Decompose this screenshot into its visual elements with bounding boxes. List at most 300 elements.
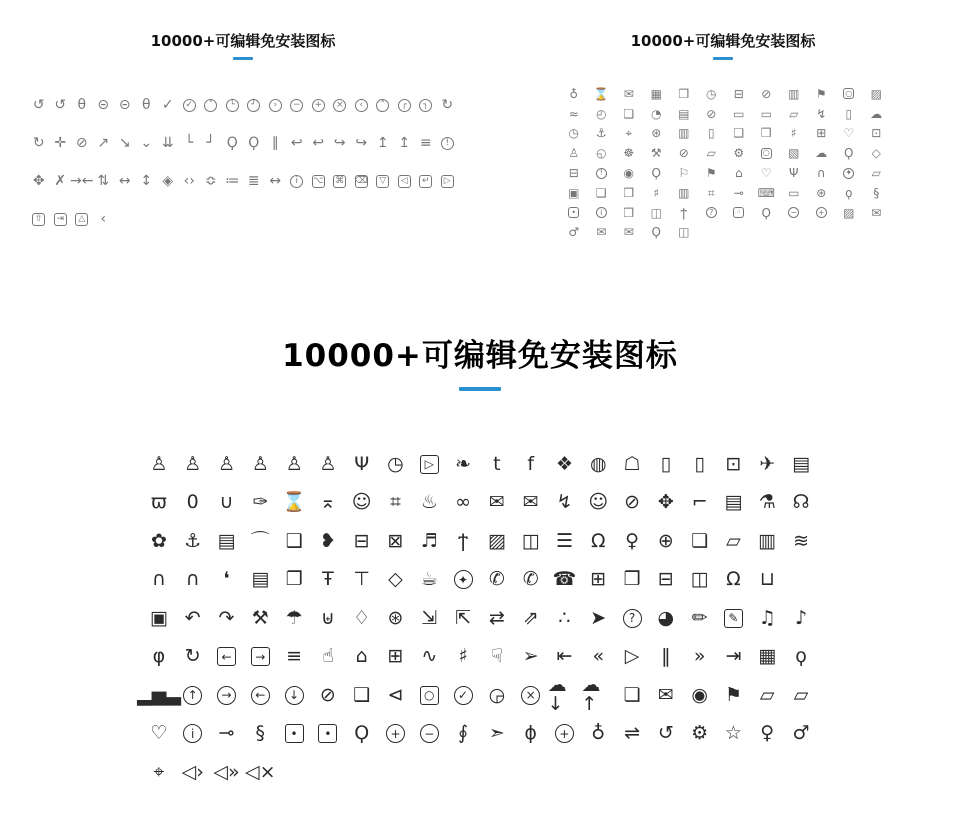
thumbs-up-icon: ☝: [322, 645, 334, 668]
list-icon: ≡: [286, 645, 303, 668]
mouse-icon: 0: [186, 491, 199, 514]
heart-piece-icon: ❥: [319, 529, 336, 552]
shuffle-cross-icon: ✗: [54, 173, 67, 189]
arrow-right-circle-icon: →: [210, 676, 244, 715]
collapse-horizontal-icon: →←: [70, 173, 94, 189]
user-x-icon: ♙: [319, 452, 337, 475]
minus-circle-icon: −: [286, 86, 308, 124]
user-check-icon: ♙: [285, 452, 303, 475]
monitor-icon: ⊡: [871, 126, 882, 141]
trophy-icon: Ψ: [354, 452, 370, 475]
collapse-vertical-icon: ⇅: [97, 173, 110, 189]
target-icon: ⌖: [625, 126, 633, 141]
chat-icon: ❑: [353, 683, 371, 706]
x-circle-icon: ×: [514, 676, 548, 715]
mail-up-icon: ✉: [488, 491, 505, 514]
exclamation-circle-icon: !: [437, 124, 459, 162]
headset-icon: ∩: [816, 166, 826, 181]
icon-row: [560, 84, 888, 104]
headset-icon: ∩: [151, 568, 166, 591]
calendar-icon: ▦: [650, 86, 662, 101]
book-open-icon: ◫: [690, 568, 709, 591]
sliders-2-icon: ♯: [653, 185, 660, 200]
user-plus-icon: ♙: [251, 452, 269, 475]
umbrella-icon: ☂: [285, 606, 303, 629]
film-icon: ▥: [758, 529, 777, 552]
disc-icon: ◉: [691, 683, 708, 706]
signpost-icon: ⊤: [353, 568, 370, 591]
globe-icon: ⊕: [657, 529, 674, 552]
icon-row: [560, 223, 888, 243]
navigation-icon: ➢: [522, 645, 539, 668]
triangle-down-box-icon: ▽: [372, 162, 394, 200]
expand-arrows-icon: ✥: [32, 173, 45, 189]
rss-icon: ≋: [793, 529, 809, 552]
redo-icon: ↷: [218, 606, 235, 629]
cards-2-icon: ❏: [623, 106, 635, 121]
gear-icon: ⚙: [733, 146, 745, 161]
corner-top-left-circle-icon: ┌: [394, 86, 416, 124]
chat-lines-2-icon: ❒: [623, 185, 635, 200]
alarm-clock-icon: ⊛: [651, 126, 662, 141]
move-crosshair-icon: ✛: [54, 135, 67, 151]
gauge-icon: ◷: [387, 452, 404, 475]
printer-icon: ⊟: [353, 529, 370, 552]
fire-icon: ♨: [420, 491, 438, 514]
arrow-left-circle-end-2-icon: ↩: [312, 135, 325, 151]
cards-icon: ❐: [678, 86, 690, 101]
gauge-icon: ◴: [596, 106, 607, 121]
folder-icon: ▱: [759, 683, 775, 706]
refresh-icon: ⇌: [624, 722, 641, 745]
monitor-icon: ⊡: [725, 452, 742, 475]
option-key-box-icon: ⌥: [313, 175, 324, 186]
check-icon: ✓: [161, 97, 174, 113]
toggle-right-icon: ⊝: [118, 97, 131, 113]
book-columns-icon: ◫: [650, 205, 662, 220]
equalizer-icon: ♯: [458, 645, 468, 668]
plus-circle-icon: +: [548, 715, 582, 754]
icon-row: [136, 674, 818, 716]
mail-open-2-icon: ✉: [596, 225, 607, 240]
calculator-icon: ⊞: [816, 126, 827, 141]
image-icon: ▨: [870, 86, 882, 101]
info-circle-icon: i: [588, 203, 616, 223]
map-pin-icon: ♁: [569, 86, 579, 101]
zoom-in-icon: +: [808, 203, 836, 223]
camera-icon: ○: [412, 676, 446, 715]
check-circle-icon: ✓: [179, 86, 201, 124]
icon-row: [142, 638, 818, 677]
home-icon: ⌂: [355, 645, 368, 668]
wrench-icon: ⚒: [251, 606, 269, 629]
bell-icon: ☊: [792, 491, 810, 514]
home-icon: ⌂: [734, 166, 743, 181]
camera-2-icon: ○: [753, 143, 781, 163]
gem-icon: ◇: [388, 568, 403, 591]
cart-icon: ⊔: [759, 568, 775, 591]
tag-icon: ♢: [353, 606, 371, 629]
door-icon: ▯: [845, 106, 853, 121]
target-icon: ⌖: [153, 760, 165, 783]
mini-title-underline: [713, 57, 733, 60]
thumbs-down-icon: ☟: [491, 645, 503, 668]
mug-icon: ☕: [420, 568, 438, 591]
rocket-icon: ➤: [590, 606, 607, 629]
anchor-icon: ⚓: [595, 126, 607, 141]
fast-forward-icon: »: [693, 645, 706, 668]
user-icon: ♙: [150, 452, 168, 475]
arrow-down-circle-icon: ↓: [277, 676, 311, 715]
chevron-right-circle-icon: ›: [265, 86, 287, 124]
game-controller-icon: ⌗: [707, 185, 715, 200]
circle-arrow-up-icon: ↥: [376, 135, 389, 151]
male-icon: ♂: [568, 225, 580, 240]
diamond-icon: ◇: [871, 146, 881, 161]
trophy-icon: Ψ: [789, 166, 799, 181]
mustache-icon: ϖ: [150, 491, 167, 514]
mail-icon: ✉: [657, 683, 674, 706]
clipboard-icon: ▣: [149, 606, 168, 629]
mail-letter-icon: ✉: [522, 491, 539, 514]
clock-circle-icon: ◷: [706, 86, 717, 101]
dribbble-icon: ◍: [589, 452, 607, 475]
mail-doc-icon: ✉: [623, 225, 634, 240]
expand-icon: ⇲: [421, 606, 438, 629]
documents-icon: ❐: [285, 568, 303, 591]
briefcase-icon: ⊟: [733, 86, 744, 101]
mail-inbox-icon: ▤: [251, 568, 270, 591]
cloud-download-icon: ☁↓: [547, 674, 567, 716]
icon-row: [560, 183, 888, 203]
camera-icon: ○: [835, 84, 863, 104]
arrow-up-circle-icon: ↑: [176, 676, 210, 715]
triangle-left-box-icon: ◁: [394, 162, 416, 200]
glasses-icon: ∞: [455, 491, 471, 514]
search-x-icon: Ϙ: [651, 166, 661, 181]
rotate-cw-2-icon: ↻: [32, 135, 45, 151]
mail-open-icon: ✉: [623, 86, 634, 101]
pause-icon: ‖: [661, 645, 671, 668]
user-warning-icon: ♙: [568, 146, 580, 161]
shield-x-icon: ☖: [623, 452, 641, 475]
pushpin-icon: ϯ: [680, 205, 687, 220]
layers-icon: ☰: [555, 529, 573, 552]
brackets-dot-icon: ‹›: [183, 173, 195, 189]
plane-icon: ✈: [759, 452, 776, 475]
main-title-underline: [459, 387, 501, 391]
briefcase-icon: ⊟: [657, 568, 674, 591]
image-2-icon: ▧: [788, 146, 800, 161]
loop-icon: ↺: [657, 722, 674, 745]
smiley-icon: ☺: [588, 491, 609, 514]
phone-icon: ☎: [552, 568, 577, 591]
circle-arrow-right-2-icon: ↪: [355, 135, 368, 151]
lifebuoy-icon: ⊛: [816, 185, 827, 200]
tumblr-icon: t: [493, 452, 501, 475]
icon-row: [28, 200, 486, 238]
lock-icon: •: [277, 715, 311, 754]
message-icon: ❑: [285, 529, 303, 552]
graduation-cap-icon: ⌅: [319, 491, 336, 514]
icon-row: [560, 104, 888, 124]
notebook-pen-icon: ▥: [788, 86, 800, 101]
phone-out-icon: ✆: [488, 568, 505, 591]
zoom-out-icon: −: [412, 715, 446, 754]
icon-row: [142, 599, 818, 638]
drop-icon: ❛: [223, 568, 230, 591]
icon-row: [142, 445, 818, 484]
music-notes-icon: ♫: [758, 606, 776, 629]
chevron-left-circle-icon: ‹: [351, 86, 373, 124]
repeat-icon: ↻: [184, 645, 201, 668]
icon-row: [142, 522, 818, 561]
notebook-icon: ▤: [792, 452, 811, 475]
icon-row: [142, 753, 818, 792]
game-controller-icon: ⌗: [390, 491, 401, 514]
arrow-left-right-icon: ↔: [269, 173, 282, 189]
hourglass-icon: ⌛: [282, 491, 306, 514]
image-3-icon: ▨: [843, 205, 855, 220]
collapse-icon: ⇱: [455, 606, 472, 629]
toggle-vertical-icon: θ: [77, 97, 87, 113]
mini-icons-section: [558, 30, 888, 242]
twitter-icon: ❧: [455, 452, 472, 475]
edit-box-icon: ✎: [717, 599, 751, 638]
wallet-2-icon: ▤: [217, 529, 236, 552]
info-circle-icon: i: [286, 162, 308, 200]
icon-row: [142, 484, 818, 523]
music-list-icon: ♬: [420, 529, 438, 552]
hammer-icon: ⚒: [650, 146, 662, 161]
shift-key-box-icon: ⇧: [28, 200, 50, 238]
power-icon: ϕ: [524, 722, 537, 745]
eye-icon: ◉: [623, 166, 634, 181]
file-icon: ❏: [623, 683, 641, 706]
map-icon: ◫: [678, 225, 690, 240]
lifebuoy-icon: ⊛: [387, 606, 404, 629]
volume-mute-icon: ◁×: [245, 760, 276, 783]
monitor-pin-icon: ⊟: [568, 166, 579, 181]
trash-icon: ⊎: [320, 606, 335, 629]
mini-section-title: 10000+可编辑免安装图标: [630, 32, 816, 50]
cloud-upload-icon: ☁↑: [581, 674, 601, 716]
eye-off-2-icon: ⊘: [678, 146, 689, 161]
unlock-icon: ◦: [725, 203, 753, 223]
chat-icon: ❑: [733, 126, 745, 141]
cloud-upload-icon: ☁: [815, 146, 828, 161]
mobile-2-icon: ▯: [694, 452, 705, 475]
arrow-left-circle-icon: ←: [243, 676, 277, 715]
clock-icon: ◶: [488, 683, 506, 706]
zoom-out-icon: −: [780, 203, 808, 223]
pie-chart-icon: ◕: [657, 606, 675, 629]
icon-row: [560, 124, 888, 144]
music-note-icon: ♪: [794, 606, 808, 629]
vector-curve-icon: ⌒: [250, 529, 270, 552]
bar-chart-icon: ▂▅▃: [136, 683, 181, 706]
check-circle-icon: ✓: [446, 676, 480, 715]
delete-key-box-icon: ⌫: [354, 175, 368, 186]
plus-circle-icon: +: [308, 86, 330, 124]
gift-icon: ⊠: [387, 529, 404, 552]
chat-2-icon: ❑: [595, 185, 607, 200]
file-icon: ▯: [707, 126, 715, 141]
circle-arrow-right-icon: ↪: [333, 135, 346, 151]
arrow-left-circle-end-icon: ↩: [290, 135, 303, 151]
battery-2-icon: ▭: [760, 106, 772, 121]
x-circle-icon: ×: [329, 86, 351, 124]
chats-icon: ❒: [623, 568, 641, 591]
command-key-box-icon: ⌘: [335, 175, 345, 186]
skip-previous-icon: ⇤: [556, 645, 573, 668]
keyboard-icon: ⌨: [757, 185, 775, 200]
chevron-down-icon: ⌄: [140, 135, 153, 151]
pin-down-icon: Ϙ: [226, 135, 238, 151]
sliders-icon: ♯: [790, 126, 797, 141]
icon-row: [560, 163, 888, 183]
tab-key-box-icon: ⇥: [50, 200, 72, 238]
zoom-in-icon: +: [379, 715, 413, 754]
info-circle-icon: i: [176, 715, 210, 754]
gear-icon: ⚙: [691, 722, 709, 745]
arrow-down-right-icon: ↘: [118, 135, 131, 151]
lock-small-icon: •: [311, 715, 345, 754]
magic-wand-icon: ✑: [252, 491, 269, 514]
phone-in-icon: ✆: [522, 568, 539, 591]
chevron-up-circle-icon: ˄: [372, 86, 394, 124]
cloud-icon: ☁: [870, 106, 883, 121]
warning-circle-icon: !: [588, 163, 616, 183]
sign-in-icon: →: [243, 638, 277, 677]
bulb-icon: ϙ: [845, 185, 853, 200]
sign-out-icon: ←: [210, 638, 244, 677]
icon-row: [560, 203, 888, 223]
lightning-icon: ↯: [556, 491, 573, 514]
map-pin-icon: ♁: [591, 722, 606, 745]
question-circle-icon: ?: [698, 203, 726, 223]
skip-next-icon: ⇥: [725, 645, 742, 668]
tools-icon-grid: [28, 86, 486, 238]
send-icon: ➣: [488, 722, 505, 745]
timer-icon: ◔: [651, 106, 662, 121]
shuffle-icon: ⇄: [488, 606, 505, 629]
main-icons-section: [0, 330, 960, 792]
main-icon-grid: [136, 445, 818, 792]
ghost-icon: ☺: [351, 491, 372, 514]
map-fold-icon: ◫: [521, 529, 540, 552]
tools-icons-section: [0, 30, 486, 238]
link-icon: §: [873, 185, 880, 200]
grid-icon: ⊞: [387, 645, 404, 668]
lines-horizontal-icon: ≡: [419, 135, 432, 151]
male-icon: ♂: [792, 722, 810, 745]
diamond-dot-icon: ◈: [162, 173, 174, 189]
flag-2-icon: ⚑: [705, 166, 717, 181]
chevron-left-icon: ‹: [100, 211, 107, 227]
balloon-icon: Ϙ: [844, 146, 854, 161]
lightning-icon: ↯: [816, 106, 827, 121]
battery-low-icon: ▱: [789, 106, 799, 121]
play-icon: ▷: [624, 645, 640, 668]
headphones-icon: ∩: [185, 568, 200, 591]
flag-icon: ⚑: [724, 683, 742, 706]
rotate-ccw-icon: ↺: [32, 97, 45, 113]
share-box-icon: ⇗: [522, 606, 539, 629]
mini-icon-grid: [560, 84, 888, 242]
move-icon: ✥: [657, 491, 674, 514]
microphone-icon: φ: [152, 645, 166, 668]
wifi-icon: ≈: [568, 106, 579, 121]
icon-row: [28, 162, 486, 200]
image-icon: ▨: [487, 529, 506, 552]
mobile-icon: ▯: [660, 452, 672, 475]
volume-low-icon: ◁›: [181, 760, 204, 783]
pushpin-icon: ϯ: [457, 529, 469, 552]
heart-icon: ♡: [843, 126, 855, 141]
pin-stick-icon: Ϙ: [651, 225, 661, 240]
share-nodes-icon: ∴: [558, 606, 571, 629]
compass-icon: ✦: [446, 561, 480, 600]
trend-line-icon: ∿: [421, 645, 438, 668]
clock-icon: ◷: [568, 126, 579, 141]
users-icon: ♙: [217, 452, 236, 475]
female-icon: ♀: [760, 722, 775, 745]
notebook-icon: ▥: [678, 126, 690, 141]
mail-icon: ✉: [871, 205, 882, 220]
bookmark-icon: ⚑: [815, 86, 827, 101]
video-play-icon: ▷: [412, 445, 446, 484]
rotate-cw-icon: ↻: [441, 97, 454, 113]
ban-icon: ⊘: [706, 106, 717, 121]
magnet-icon: ∪: [219, 491, 234, 514]
pin-down-2-icon: Ϙ: [248, 135, 260, 151]
link-icon: §: [255, 722, 266, 745]
signpost-double-icon: Ŧ: [322, 568, 334, 591]
flag-icon: ⚐: [678, 166, 690, 181]
wallet-icon: ▤: [724, 491, 743, 514]
folder-icon: ▱: [706, 146, 716, 161]
bag-cart-icon: Ω: [726, 568, 741, 591]
user-female-icon: ♙: [184, 452, 202, 475]
award-icon: ✿: [150, 529, 167, 552]
facebook-icon: f: [527, 452, 535, 475]
stopwatch-icon: ◵: [596, 146, 607, 161]
ban-icon: ⊘: [319, 683, 336, 706]
folder-icon: ▱: [726, 529, 741, 552]
chats-icon: ❒: [623, 205, 635, 220]
rewind-icon: «: [592, 645, 605, 668]
circle-arrow-up-2-icon: ↥: [398, 135, 411, 151]
heart-broken-icon: ♡: [760, 166, 772, 181]
anchor-icon: ⚓: [184, 529, 202, 552]
expand-horizontal-icon: ↔: [118, 173, 131, 189]
ship-wheel-icon: ☸: [623, 146, 635, 161]
folder-2-icon: ▱: [793, 683, 809, 706]
hourglass-icon: ⌛: [593, 86, 609, 101]
star-icon: ☆: [724, 722, 742, 745]
corner-bottom-right-circle-icon: ┘: [243, 86, 265, 124]
globe-stand-icon: ♀: [625, 529, 640, 552]
shopping-bag-icon: Ω: [590, 529, 606, 552]
eye-off-icon: ⊘: [761, 86, 772, 101]
save-icon: ▣: [568, 185, 580, 200]
list-dotted-icon: ≔: [225, 173, 240, 189]
search-icon: Ϙ: [354, 722, 370, 745]
main-section-title: 10000+可编辑免安装图标: [282, 338, 678, 374]
paperclip-icon: ∮: [458, 722, 469, 745]
return-key-box-icon: ↵: [415, 162, 437, 200]
